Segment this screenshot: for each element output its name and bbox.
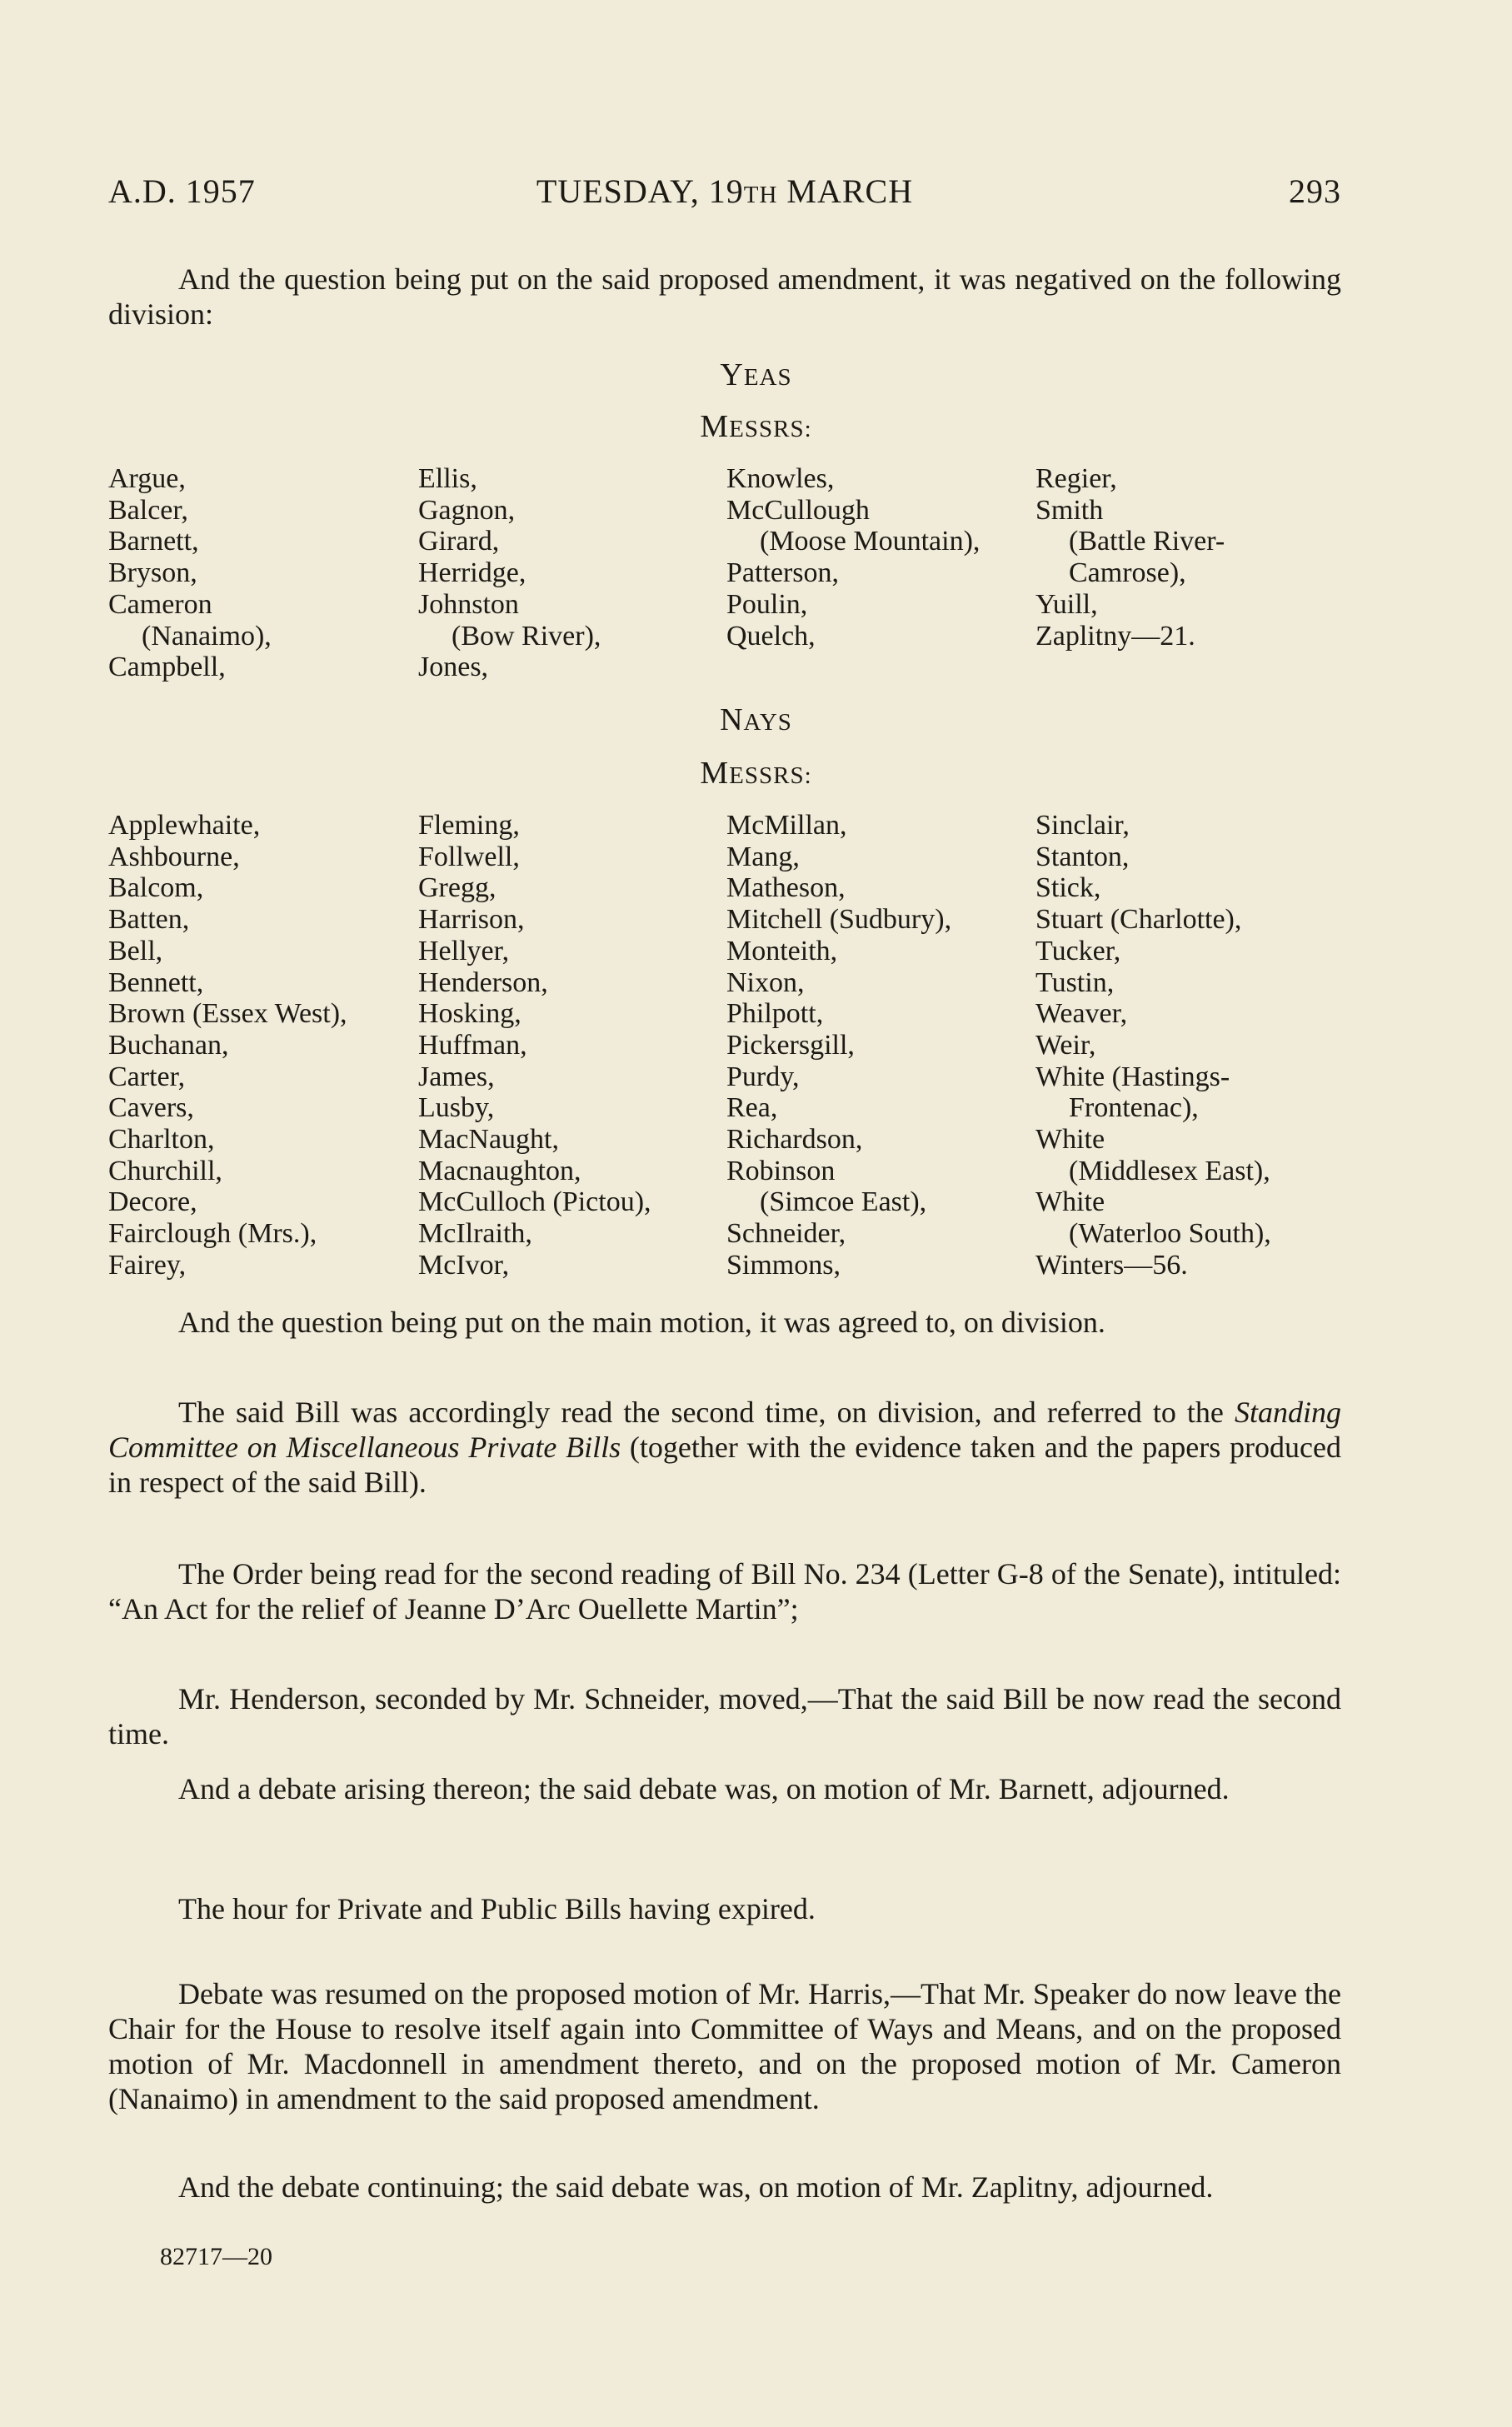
yeas-name: Girard,	[418, 526, 500, 557]
nays-name: Mitchell (Sudbury),	[726, 904, 952, 936]
nays-name: Bell,	[108, 935, 163, 966]
paragraph-debate-continuing: And the debate continuing; the said debate was, on motion of Mr. Zaplitny, adjourned.	[178, 2170, 1214, 2204]
yeas-messrs-heading: MESSRS:	[700, 409, 812, 444]
yeas-name: (Bow River),	[452, 620, 601, 652]
paragraph-amendment-question: And the question being put on the said proposed amendment, it was negatived on the following division:	[108, 262, 1341, 331]
nays-column-4	[1035, 810, 1271, 1281]
nays-name: Harrison,	[418, 904, 525, 936]
paragraph-main-motion: And the question being put on the main motion, it was agreed to, on division.	[178, 1306, 1105, 1339]
paragraph-bill-referred: The said Bill was accordingly read the second time, on division, and referred to the Standing Committee on Miscellaneous Private Bills (together with the evidence taken and the papers produced in respect of the said Bill).	[108, 1396, 1342, 1499]
paragraph-henderson-motion: Mr. Henderson, seconded by Mr. Schneider, moved,—That the said Bill be now read the second time.	[108, 1682, 1341, 1750]
nays-name: Winters—56.	[1035, 1249, 1188, 1281]
yeas-name: Camrose),	[1069, 557, 1186, 589]
nays-name: Matheson,	[726, 872, 846, 904]
paragraph-order-bill-234: The Order being read for the second reading of Bill No. 234 (Letter G-8 of the Senate), intituled: “An Act for the relief of Jeanne D’Arc Ouellette Martin”;	[108, 1557, 1341, 1625]
yeas-name: Campbell,	[108, 652, 226, 683]
yeas-name: Zaplitny—21.	[1035, 620, 1195, 652]
nays-name: Brown (Essex West),	[108, 998, 347, 1030]
yeas-name: Patterson,	[726, 557, 840, 589]
nays-name: Simmons,	[726, 1249, 841, 1281]
nays-name: Balcom,	[108, 872, 204, 904]
yeas-name: Smith	[1035, 494, 1104, 526]
nays-name: Gregg,	[418, 872, 497, 904]
header-date: TUESDAY, 19TH MARCH	[536, 172, 914, 210]
yeas-name: (Battle River-	[1069, 526, 1225, 557]
nays-name: (Simcoe East),	[760, 1186, 927, 1218]
nays-column-3	[726, 810, 951, 1281]
nays-name: Batten,	[108, 904, 190, 936]
nays-name: Carter,	[108, 1061, 186, 1092]
paragraph-debate-adjourned: And a debate arising thereon; the said debate was, on motion of Mr. Barnett, adjourned.	[178, 1772, 1230, 1805]
nays-name: Huffman,	[418, 1029, 527, 1061]
nays-name: Robinson	[726, 1155, 836, 1186]
nays-name: Cavers,	[108, 1092, 194, 1124]
yeas-name: Johnston	[418, 588, 519, 620]
nays-name: (Waterloo South),	[1069, 1218, 1271, 1250]
nays-name: Stick,	[1035, 872, 1101, 904]
nays-name: Ashbourne,	[108, 841, 240, 872]
yeas-name: Poulin,	[726, 588, 808, 620]
nays-name: White	[1035, 1124, 1105, 1156]
yeas-column-2	[418, 463, 601, 683]
yeas-name: Knowles,	[726, 463, 835, 494]
nays-name: Bennett,	[108, 966, 204, 998]
yeas-name: Barnett,	[108, 526, 199, 557]
yeas-name: (Moose Mountain),	[760, 526, 981, 557]
nays-name: White (Hastings-	[1035, 1061, 1230, 1092]
nays-name: Sinclair,	[1035, 810, 1130, 841]
yeas-name: Herridge,	[418, 557, 526, 589]
nays-name: Lusby,	[418, 1092, 495, 1124]
yeas-name: Quelch,	[726, 620, 816, 652]
nays-name: Fairclough (Mrs.),	[108, 1218, 317, 1250]
nays-name: James,	[418, 1061, 495, 1092]
nays-name: McIlraith,	[418, 1218, 532, 1250]
nays-name: Nixon,	[726, 966, 805, 998]
nays-name: MacNaught,	[418, 1124, 560, 1156]
paragraph-hour-expired: The hour for Private and Public Bills having expired.	[178, 1892, 816, 1925]
nays-name: Fairey,	[108, 1249, 187, 1281]
nays-name: Monteith,	[726, 935, 838, 966]
nays-name: Churchill,	[108, 1155, 222, 1186]
yeas-name: Regier,	[1035, 463, 1117, 494]
yeas-column-3	[726, 463, 980, 652]
nays-name: Fleming,	[418, 810, 520, 841]
nays-name: Hellyer,	[418, 935, 510, 966]
nays-name: (Middlesex East),	[1069, 1155, 1270, 1186]
nays-name: Frontenac),	[1069, 1092, 1199, 1124]
nays-name: Stuart (Charlotte),	[1035, 904, 1242, 936]
nays-name: Macnaughton,	[418, 1155, 581, 1186]
yeas-column-1	[108, 463, 272, 683]
print-reference-number: 82717—20	[160, 2243, 272, 2270]
nays-name: Philpott,	[726, 998, 824, 1030]
yeas-name: Cameron	[108, 588, 212, 620]
yeas-name: Ellis,	[418, 463, 477, 494]
nays-name: Purdy,	[726, 1061, 800, 1092]
nays-name: Follwell,	[418, 841, 520, 872]
nays-name: McCulloch (Pictou),	[418, 1186, 651, 1218]
nays-name: Mang,	[726, 841, 800, 872]
nays-name: Pickersgill,	[726, 1029, 855, 1061]
yeas-name: Balcer,	[108, 494, 188, 526]
nays-column-2	[418, 810, 651, 1281]
yeas-name: (Nanaimo),	[142, 620, 272, 652]
nays-name: Decore,	[108, 1186, 197, 1218]
yeas-column-4	[1035, 463, 1225, 652]
nays-name: White	[1035, 1186, 1105, 1218]
nays-name: Hosking,	[418, 998, 521, 1030]
nays-name: McMillan,	[726, 810, 847, 841]
nays-name: Rea,	[726, 1092, 778, 1124]
nays-name: Charlton,	[108, 1124, 215, 1156]
nays-name: Henderson,	[418, 966, 548, 998]
nays-name: Schneider,	[726, 1218, 846, 1250]
yeas-name: Jones,	[418, 652, 489, 683]
yeas-name: Yuill,	[1035, 588, 1098, 620]
nays-name: Buchanan,	[108, 1029, 229, 1061]
nays-name: Stanton,	[1035, 841, 1130, 872]
nays-name: Richardson,	[726, 1124, 863, 1156]
yeas-heading: YEAS	[720, 357, 792, 392]
nays-heading: NAYS	[720, 702, 792, 737]
nays-name: Weir,	[1035, 1029, 1096, 1061]
yeas-name: Argue,	[108, 463, 186, 494]
nays-name: McIvor,	[418, 1249, 510, 1281]
nays-name: Applewhaite,	[108, 810, 261, 841]
page-number: 293	[1289, 172, 1341, 210]
yeas-name: Bryson,	[108, 557, 197, 589]
nays-messrs-heading: MESSRS:	[700, 756, 812, 791]
nays-name: Tucker,	[1035, 935, 1121, 966]
nays-name: Weaver,	[1035, 998, 1128, 1030]
yeas-name: Gagnon,	[418, 494, 516, 526]
yeas-name: McCullough	[726, 494, 870, 526]
header-year: A.D. 1957	[108, 172, 256, 210]
nays-name: Tustin,	[1035, 966, 1115, 998]
page-header	[108, 172, 1341, 213]
nays-column-1	[108, 810, 347, 1281]
paragraph-debate-resumed: Debate was resumed on the proposed motion of Mr. Harris,—That Mr. Speaker do now leave the Chair for the House to resolve itself again into Committee of Ways and Means, and on the proposed motion of Mr. Macdonnell in amendment thereto, and on the proposed motion of Mr. Cameron (Nanaimo) in amendment to the said proposed amendment.	[108, 1977, 1341, 2115]
